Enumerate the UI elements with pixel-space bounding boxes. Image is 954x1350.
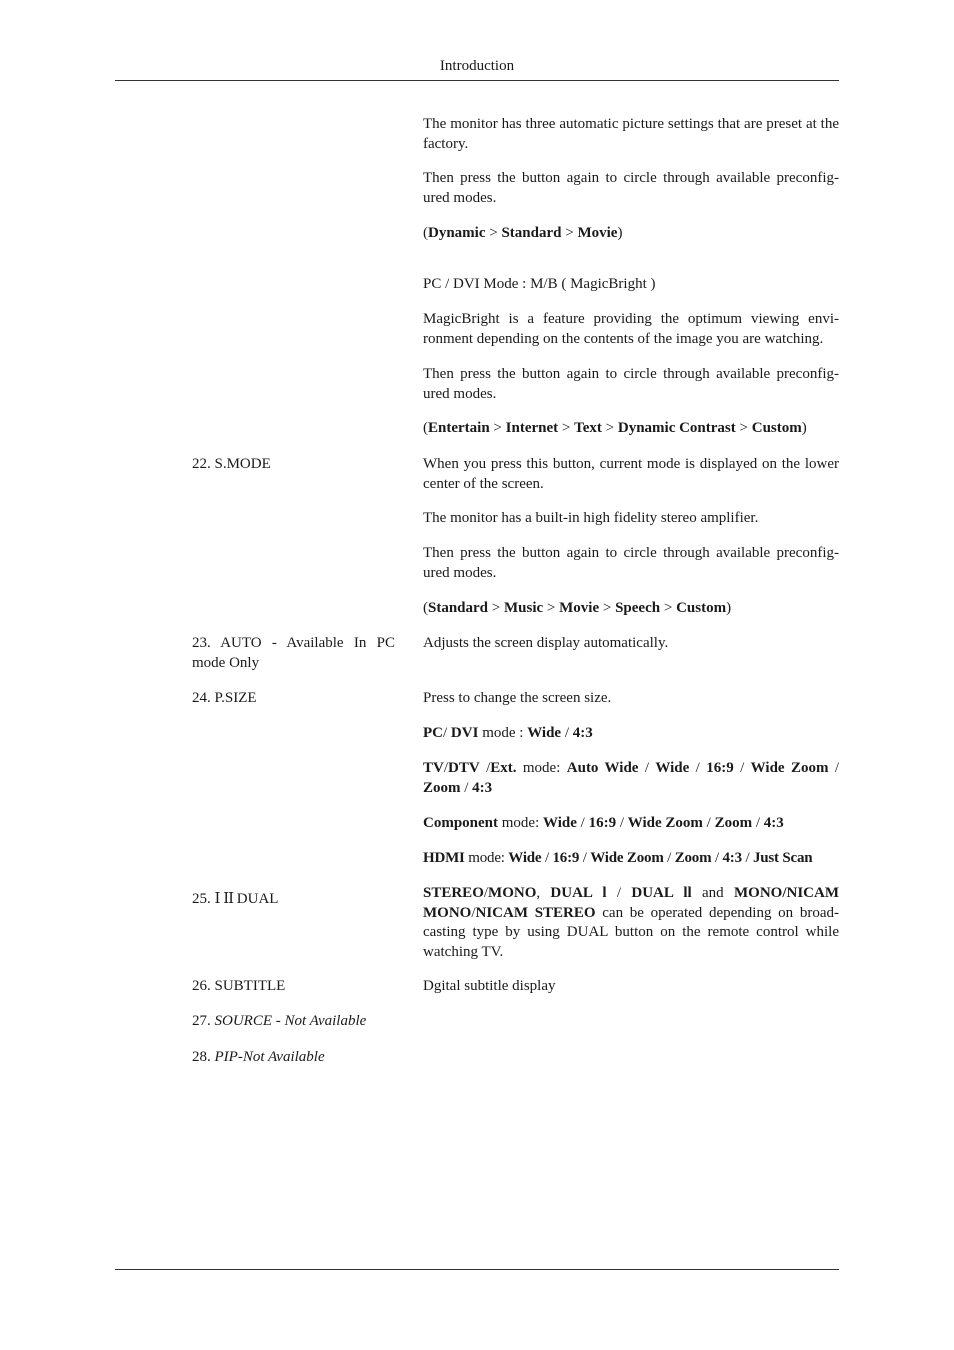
mode-dynamic: Dynamic: [428, 225, 486, 241]
source-item: [192, 1012, 395, 1032]
option-16-9: 16:9: [706, 760, 734, 776]
option-wide: Wide: [543, 815, 577, 831]
option-zoom: Zoom: [674, 850, 712, 866]
mode-speech: Speech: [615, 600, 661, 616]
auto-label: 23. AUTO - Available In PC mode Only: [192, 635, 395, 671]
dual-1-term: DUAL l: [550, 885, 607, 901]
mode-standard: Standard: [428, 600, 489, 616]
ext-prefix: Ext.: [490, 760, 517, 776]
source-text: SOURCE - Not Available: [214, 1013, 367, 1029]
tv-prefix: TV: [423, 760, 444, 776]
footer-rule: [115, 1269, 839, 1270]
smode-preconfig-paragraph: Then press the button again to circle through available preconfig- ured modes.: [423, 545, 839, 581]
stereo-term: STEREO: [423, 885, 484, 901]
mode-custom: Custom: [751, 420, 802, 436]
psize-label: 24. P.SIZE: [192, 690, 257, 706]
option-wide: Wide: [655, 760, 690, 776]
component-prefix: Component: [423, 815, 499, 831]
smode-paragraph: When you press this button, current mode is displayed on the lower center of the screen.: [423, 456, 839, 492]
pip-item: [192, 1048, 395, 1068]
mode-dynamic-contrast: Dynamic Contrast: [617, 420, 736, 436]
mode-word: mode:: [498, 815, 544, 831]
option-wide-zoom: Wide Zoom: [590, 850, 664, 866]
dvi-prefix: DVI: [450, 725, 479, 741]
option-wide: Wide: [508, 850, 542, 866]
dual-description: can be operated depending on broad- casting type by using DUAL button on the remote control while watching TV.: [423, 904, 839, 960]
smode-amplifier-paragraph: The monitor has a built-in high fidelity stereo amplifier.: [423, 510, 759, 526]
mode-word: mode :: [478, 725, 528, 741]
intro-preconfig-paragraph: Then press the button again to circle through available preconfig- ured modes.: [423, 170, 839, 206]
option-4-3: 4:3: [572, 725, 593, 741]
dtv-prefix: DTV: [448, 760, 480, 776]
header-rule: [115, 80, 839, 81]
source-number: 27.: [192, 1013, 215, 1029]
mode-music: Music: [504, 600, 544, 616]
option-4-3: 4:3: [763, 815, 784, 831]
psize-component-line: Component mode: Wide / 16:9 / Wide Zoom / Zoom / 4:3: [423, 815, 784, 831]
magicbright-modes-line: (Entertain > Internet > Text > Dynamic Contrast > Custom): [423, 420, 807, 436]
subtitle-label: 26. SUBTITLE: [192, 978, 286, 994]
pc-prefix: PC: [423, 725, 443, 741]
psize-hdmi-line: HDMI mode: Wide / 16:9 / Wide Zoom / Zoom / 4:3 / Just Scan: [423, 850, 813, 866]
option-4-3: 4:3: [472, 779, 493, 796]
dual-label-text: DUAL: [236, 891, 279, 907]
mode-text: Text: [574, 420, 602, 436]
intro-paragraph: The monitor has three automatic picture settings that are preset at the factory.: [423, 116, 839, 152]
mode-word: mode:: [516, 760, 567, 776]
psize-pc-dvi-line: PC/ DVI mode : Wide / 4:3: [423, 725, 593, 741]
pip-text: PIP-Not Available: [214, 1049, 325, 1065]
mono-nicam-mono-term: MONO/NICAM MONO: [423, 885, 839, 921]
mode-custom: Custom: [676, 600, 727, 616]
dual-icon: I II: [214, 889, 234, 907]
intro-modes-line: (Dynamic > Standard > Movie): [423, 225, 623, 241]
dual-2-term: DUAL ll: [631, 885, 692, 901]
option-auto-wide: Auto Wide: [566, 760, 639, 776]
dual-label-number: 25.: [192, 891, 211, 907]
dual-label: [192, 889, 395, 910]
pip-number: 28.: [192, 1049, 215, 1065]
option-4-3: 4:3: [722, 850, 742, 866]
mode-entertain: Entertain: [428, 420, 490, 436]
option-16-9: 16:9: [588, 815, 617, 831]
mode-internet: Internet: [505, 420, 559, 436]
option-wide-zoom: Wide Zoom: [627, 815, 703, 831]
nicam-stereo-term: NICAM STEREO: [475, 904, 596, 921]
magicbright-paragraph: MagicBright is a feature providing the optimum viewing envi- ronment depending on the contents of the image you are watching.: [423, 311, 839, 347]
dual-paragraph: STEREO/MONO, DUAL l / DUAL ll and MONO/NICAM MONO/NICAM STEREO can be operated depending on broad- casting type by using DUAL button on the remote control while watching TV.: [423, 885, 839, 960]
hdmi-prefix: HDMI: [423, 850, 465, 866]
and-word: and: [702, 885, 724, 901]
mode-standard: Standard: [501, 225, 562, 241]
psize-tv-line: TV/DTV /Ext. mode: Auto Wide / Wide / 16:9 / Wide Zoom / Zoom / 4:3: [423, 760, 840, 796]
page-header-title: Introduction: [439, 58, 515, 74]
smode-modes-line: (Standard > Music > Movie > Speech > Custom): [423, 600, 732, 616]
psize-paragraph: Press to change the screen size.: [423, 690, 612, 706]
option-zoom: Zoom: [714, 815, 753, 831]
smode-label: 22. S.MODE: [192, 456, 271, 472]
magicbright-preconfig-paragraph: Then press the button again to circle through available preconfig- ured modes.: [423, 366, 839, 402]
mode-movie: Movie: [577, 225, 618, 241]
mono-term: MONO: [488, 885, 537, 901]
option-16-9: 16:9: [552, 850, 580, 866]
option-wide: Wide: [527, 725, 562, 741]
magicbright-heading: PC / DVI Mode : M/B ( MagicBright ): [423, 276, 656, 292]
option-zoom: Zoom: [423, 779, 461, 796]
mode-word: mode:: [464, 850, 509, 866]
option-wide-zoom: Wide Zoom: [750, 760, 829, 776]
subtitle-paragraph: Dgital subtitle display: [423, 978, 556, 994]
mode-movie: Movie: [559, 600, 600, 616]
option-just-scan: Just Scan: [752, 850, 813, 866]
auto-paragraph: Adjusts the screen display automatically.: [423, 635, 669, 651]
